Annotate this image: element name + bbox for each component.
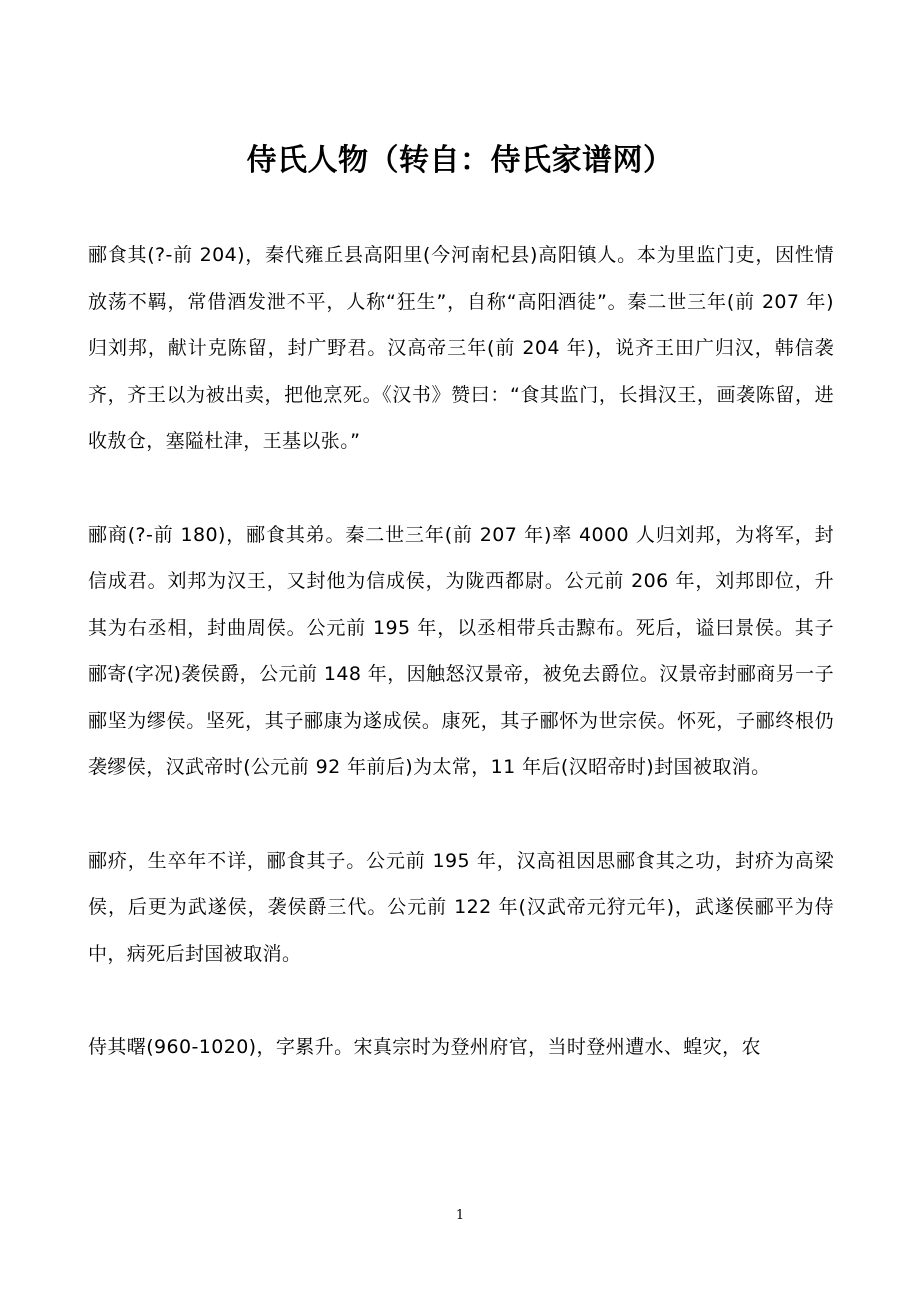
paragraph-li-yiji: 郦食其(?-前 204)，秦代雍丘县高阳里(今河南杞县)高阳镇人。本为里监门吏，因性情放荡不羁，常借酒发泄不平，人称“狂生”，自称“高阳酒徒”。秦二世三年(前 207 年)归刘邦，献计克陈留，封广野君。汉高帝三年(前 204 年)，说齐王田广归汉，韩信袭齐，齐王以为被出卖，把他烹死。《汉书》赞曰：“食其监门，长揖汉王，画袭陈留，进收敖仓，塞隘杜津，王基以张。” xyxy=(88,244,834,452)
paragraph-shi-qishu: 侍其曙(960-1020)，字累升。宋真宗时为登州府官，当时登州遭水、蝗灾，农 xyxy=(88,1036,761,1058)
paragraph-li-shang: 郦商(?-前 180)，郦食其弟。秦二世三年(前 207 年)率 4000 人归刘邦，为将军，封信成君。刘邦为汉王，又封他为信成侯，为陇西都尉。公元前 206 年，刘邦即位，升其为右丞相，封曲周侯。公元前 195 年，以丞相带兵击黥布。死后，谥曰景侯。其子郦寄(字况)袭侯爵，公元前 148 年，因触怒汉景帝，被免去爵位。汉景帝封郦商另一子郦坚为缪侯。坚死，其子郦康为遂成侯。康死，其子郦怀为世宗侯。怀死，子郦终根仍袭缪侯，汉武帝时(公元前 92 年前后)为太常，11 年后(汉昭帝时)封国被取消。 xyxy=(88,523,834,778)
document-title: 侍氏人物（转自：侍氏家谱网） xyxy=(246,143,674,178)
document-body xyxy=(88,232,834,1118)
page-number: 1 xyxy=(455,1208,465,1223)
paragraph-li-jie: 郦疥，生卒年不详，郦食其子。公元前 195 年，汉高祖因思郦食其之功，封疥为高梁侯，后更为武遂侯，袭侯爵三代。公元前 122 年(汉武帝元狩元年)，武遂侯郦平为侍中，病死后封国被取消。 xyxy=(88,849,834,965)
